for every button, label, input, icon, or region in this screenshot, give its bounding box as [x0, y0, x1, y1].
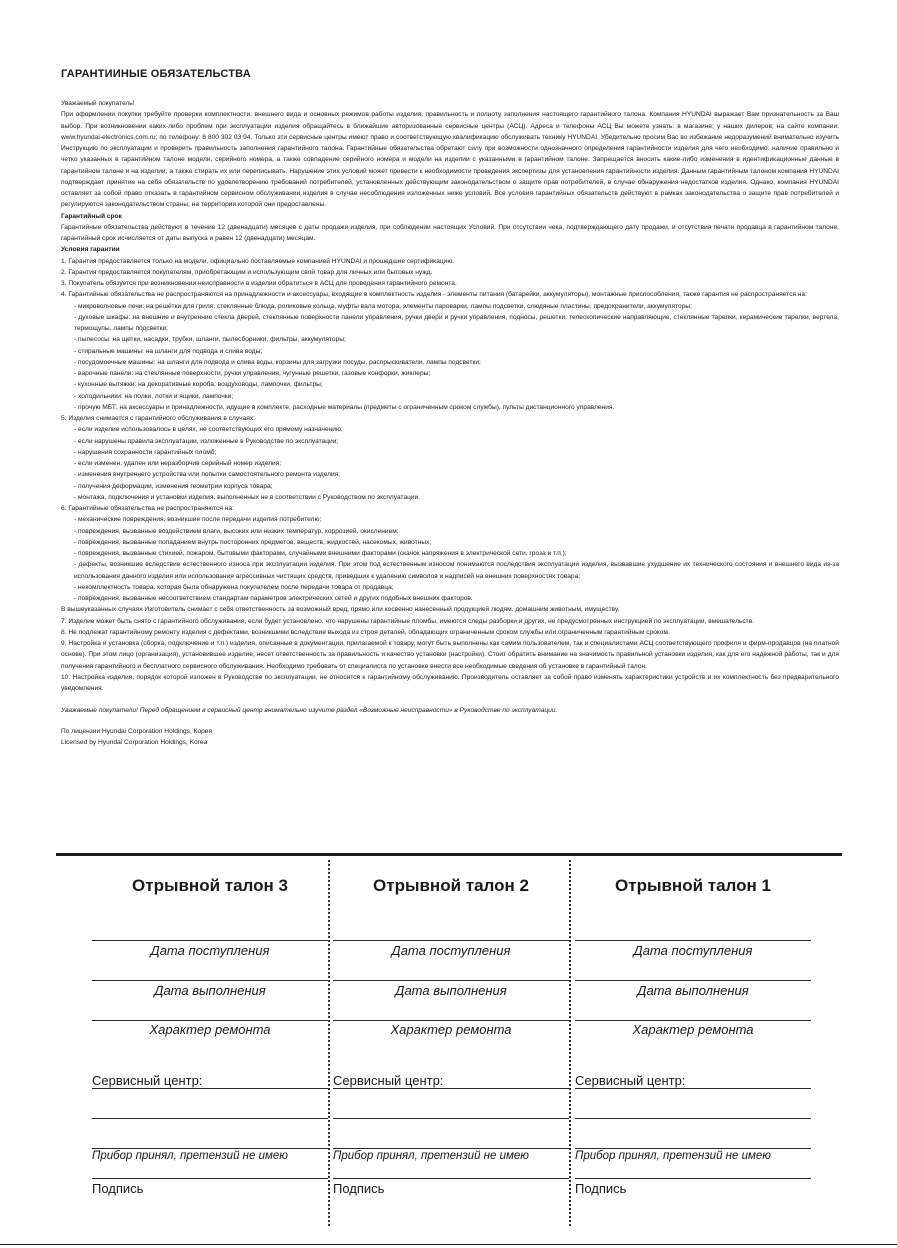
condition-7: 7. Изделие может быть снято с гарантийного обслуживания, если будет установлено, что нарушены гарантийные пломбы, имеются следы разборки и других, не предусмотренных инструкцией по эксплуатации, вмешательств. — [61, 617, 755, 625]
warranty-body — [61, 98, 839, 694]
condition-4-item: - стиральные машины: на шланги для подвода и слива воды; — [74, 347, 263, 355]
coupon-title: Отрывной талон 3 — [132, 876, 288, 895]
condition-2: 2. Гарантия предоставляется покупателям, приобретающим и использующим свой товар для личных или бытовых нужд. — [61, 268, 433, 276]
license-block — [61, 726, 839, 748]
customer-note: Уважаемые покупатели! Перед обращением в сервисный центр внимательно изучите раздел «Возможные неисправности» в Руководстве по эксплуатации. — [61, 707, 558, 715]
completed-date-label: Дата выполнения — [395, 983, 507, 998]
condition-4-item: - варочные панели: на стеклянные поверхности, ручки управления, чугунные решетки, газовые конфорки, жиклеры; — [74, 370, 431, 377]
service-center-label: Сервисный центр: — [575, 1073, 686, 1088]
field-line — [333, 1148, 569, 1149]
field-line — [575, 1178, 811, 1179]
condition-5-item: - нарушения сохранности гарантийных пломб; — [74, 448, 217, 456]
field-line — [333, 940, 569, 941]
condition-4-item: - холодильники: на полки, лотки и ящики, лампочки; — [74, 392, 234, 400]
condition-6-item: - повреждения, вызванные попаданием внутрь посторонних предметов, веществ, жидкостей, насекомых, животных; — [74, 538, 432, 546]
warranty-title: ГАРАНТИИНЫЕ ОБЯЗАТЕЛЬСТВА — [61, 68, 251, 80]
service-center-label: Сервисный центр: — [333, 1073, 444, 1088]
field-line — [92, 1020, 328, 1021]
received-date-label: Дата поступления — [391, 943, 511, 958]
repair-type-label: Характер ремонта — [632, 1022, 754, 1037]
condition-5-item: - получения деформации, изменения геометрии корпуса товара; — [74, 482, 273, 490]
signature-label: Подпись — [575, 1181, 627, 1196]
condition-5-item: - если изделие использовалось в целях, не соответствующих его прямому назначению; — [74, 426, 343, 434]
condition-8: 8. Не подлежат гарантийному ремонту изделия с дефектами, возникшими вследствие выхода из строя деталей, обладающих ограниченным сроком службы или ограниченным гарантийным сроком. — [61, 628, 670, 636]
license-ru: По лицензии Hyundai Corporation Holdings, Корея — [61, 728, 213, 736]
service-center-label: Сервисный центр: — [92, 1073, 203, 1088]
condition-6-item: - повреждения, вызванные несоответствием стандартам параметров электрических сетей и других подобных внешних факторов. — [74, 595, 473, 602]
greeting: Уважаемый покупатель! — [61, 100, 135, 107]
condition-4-item: - духовые шкафы: на внешние и внутренние стекла дверей, стеклянные поверхности панели управления, ручки двери и ручки управления, подносы, решетки, телескопические направляющие, стеклянные тарелки, керамические тарелки, вертела, термощупы, лампы подсветки; — [74, 313, 839, 332]
intro-paragraph: При оформлении покупки требуйте проверки комплектности, внешнего вида и основных режимов работы изделия, правильность и полноту заполнения настоящего гарантийного талона. Компания HYUNDAI выражает Вам признательность за Ваш выбор. При возникновении каких-либо проблем при эксплуатации изделия обращайтесь в ближайшие авторизованные сервисные центры (АСЦ). Адреса и телефоны АСЦ Вы можете узнать: в магазине; у наших дилеров; на сайте компании: www.hyundai-electronics.com.ru; по телефону: 8 800 302 03 94. Только эти сервисные центры имеют право и соответствующую квалификацию обслуживать технику HYUNDAI. Убедительно просим Вас во избежание недоразумений внимательно изучить Инструкцию по эксплуатации и проверить правильность заполнения гарантийного талона. Гарантийные обязательства обретают силу при возможности однозначного определения гарантийности изделия для чего необходимо: наличие правильно и четко указанных в гарантийном талоне модели, серийного номера, а также совпадение серийного номера и модели на изделии с указанными в гарантийном талоне. Запрещается вносить какие-либо изменения в идентификационные данные в гарантийном талоне и на изделии, а также стирать их или переписывать. Нарушение этих условий может привести к необходимости проведения экспертизы для установления гарантийности изделия. Данным гарантийным талоном компания HYUNDAI подтверждает принятие на себя обязательств по удовлетворению требований потребителей, установленных действующим законодательством о защите прав потребителей, в случае обнаружения недостатков изделия. Однако, компания HYUNDAI оставляет за собой право отказать в гарантийном сервисном обслуживании изделия в случае несоблюдения изложенных ниже условий. Все условия гарантийных обязательств действуют в рамках законодательства о защите прав потребителей и регулируются законодательством страны, на территории которой они предоставлены. — [61, 111, 839, 209]
field-line — [333, 1088, 569, 1089]
condition-4-item: - пылесосы: на щетки, насадки, трубки, шланги, пылесборники, фильтры, аккумуляторы; — [74, 336, 346, 344]
condition-6-item: - некомплектность товара, которая была обнаружена покупателем после передачи товара от продавца; — [74, 583, 394, 591]
field-line — [575, 940, 811, 941]
signature-label: Подпись — [333, 1181, 385, 1196]
field-line — [333, 1118, 569, 1119]
coupon-title: Отрывной талон 1 — [615, 876, 771, 895]
field-line — [575, 1088, 811, 1089]
perforation-line — [328, 860, 330, 1226]
field-line — [333, 1020, 569, 1021]
completed-date-label: Дата выполнения — [637, 983, 749, 998]
coupon-title: Отрывной талон 2 — [373, 876, 529, 895]
condition-6-after: В вышеуказанных случаях Изготовитель снимает с себя ответственность за возможный вред, прямо или косвенно нанесенный продукцией людям, домашним животным, имуществу. — [61, 606, 620, 614]
condition-4: 4. Гарантийные обязательства не распространяются на принадлежности и аксессуары, входящие в комплектность изделия - элементы питания (батарейки, аккумуляторы), монтажные приспособления, также гарантия не распространяется на: — [61, 291, 807, 299]
condition-4-item: - посудомоечные машины: на шланги для подвода и слива воды, корзины для загрузки посуды, распрыскиватели, лампы подсветки; — [74, 358, 481, 366]
field-line — [575, 1118, 811, 1119]
condition-4-item: - микроволновые печи: на решётки для гриля, стеклянные блюда, роликовые кольца, муфты вала мотора, элементы пароварки, лампы подсветки, слюдяные пластины, предохранители, аккумуляторы; — [74, 302, 692, 310]
field-line — [575, 980, 811, 981]
field-line — [575, 1148, 811, 1149]
accepted-label: Прибор принял, претензий не имею — [92, 1150, 288, 1162]
perforation-line — [569, 860, 571, 1226]
field-line — [92, 940, 328, 941]
condition-5: 5. Изделия снимается с гарантийного обслуживания в случаях: — [61, 415, 255, 422]
conditions-heading: Условия гарантии — [61, 246, 120, 254]
condition-5-item: - если нарушены правила эксплуатации, изложенные в Руководстве по эксплуатации; — [74, 437, 339, 445]
warranty-section — [61, 68, 839, 748]
accepted-label: Прибор принял, претензий не имею — [333, 1150, 529, 1162]
condition-4-item: - прочую МБТ: на аксессуары и принадлежности, идущие в комплекте, расходные материалы (предметы с ограниченным сроком службы), пульты дистанционного управления. — [74, 403, 615, 411]
coupon-2 — [333, 856, 569, 1216]
condition-6-item: - повреждения, вызванные воздействием влаги, высоких или низких температур, коррозией, окислением; — [74, 527, 399, 535]
field-line — [92, 980, 328, 981]
field-line — [92, 1088, 328, 1089]
field-line — [92, 1148, 328, 1149]
accepted-label: Прибор принял, претензий не имею — [575, 1150, 771, 1162]
condition-5-item: - если изменен, удален или неразборчив серийный номер изделия; — [74, 460, 282, 467]
field-line — [575, 1020, 811, 1021]
condition-5-item: - монтажа, подключения и установки изделия, выполненных не в соответствии с Руководством по эксплуатации. — [74, 493, 421, 501]
field-line — [333, 1178, 569, 1179]
term-paragraph: Гарантийные обязательства действуют в течение 12 (двенадцати) месяцев с даты продажи изделия, при соблюдении настоящих Условий. При отсутствии чека, подтверждающего дату продажи, и отсутствия печати продавца в гарантийном талоне, гарантийный срок исчисляется от даты выпуска и равен 12 (двенадцати) месяцам. — [61, 223, 839, 242]
page-bottom-line — [0, 1244, 897, 1245]
term-heading: Гарантийный срок — [61, 212, 122, 220]
completed-date-label: Дата выполнения — [154, 983, 266, 998]
condition-6-item: - дефекты, возникшие вследствие естественного износа при эксплуатации изделия. При этом под естественным износом понимаются последствия эксплуатации изделия, вызвавшие ухудшение их технического состояния и внешнего вида из-за использования данного изделия или использования агрессивных чистящих средств, приведших к удалению символов и надписей на внешних поверхностях товара; — [74, 561, 839, 580]
repair-type-label: Характер ремонта — [390, 1022, 512, 1037]
condition-4-item: - кухонные вытяжки: на декоративные короба, воздуховоды, лампочки, фильтры; — [74, 381, 323, 389]
signature-label: Подпись — [92, 1181, 144, 1196]
condition-6: 6. Гарантийные обязательства не распространяются на: — [61, 505, 234, 512]
received-date-label: Дата поступления — [150, 943, 270, 958]
condition-5-item: - изменения внутреннего устройства или попытки самостоятельного ремонта изделия; — [74, 471, 341, 479]
coupon-3 — [92, 856, 328, 1216]
condition-3: 3. Покупатель обязуется при возникновении неисправности в изделии обратиться в АСЦ для проведения гарантийного ремонта. — [61, 280, 457, 287]
field-line — [92, 1178, 328, 1179]
condition-6-item: - повреждения, вызванные стихией, пожаром, бытовыми факторами, случайными внешними факторами (скачок напряжения в электрической сети, гроза и т.п.); — [74, 550, 567, 557]
condition-10: 10. Настройка изделия, порядок которой изложен в Руководстве по эксплуатации, не относится к гарантийному обслуживанию. Производитель оставляет за собой право изменять характеристики устройств и их комплектность без предварительного уведомления. — [61, 673, 839, 692]
condition-9: 9. Настройка и установка (сборка, подключение и т.п.) изделия, описанные в документации, прилагаемой к товару, могут быть выполнены как самим пользователем, так и специалистами АСЦ соответствующего профиля и фирм-продавцов (на платной основе). При этом лицо (организация), установившее изделие, несет ответственность за правильность и качество установки (настройки). Стоит обратить внимание на значимость правильной установки изделия, как для его надежной работы, так и для получения гарантийного и бесплатного сервисного обслуживания. Необходимо требовать от специалиста по установке внести все необходимые сведения об установке в гарантийный талон. — [61, 640, 839, 670]
received-date-label: Дата поступления — [633, 943, 753, 958]
coupon-1 — [575, 856, 811, 1216]
field-line — [333, 980, 569, 981]
field-line — [92, 1118, 328, 1119]
repair-type-label: Характер ремонта — [149, 1022, 271, 1037]
condition-1: 1. Гарантия предоставляется только на модели, официально поставляемые компанией HYUNDAI и прошедшие сертификацию. — [61, 257, 455, 265]
license-en: Licensed by Hyundai Corporation Holdings, Korea — [61, 739, 208, 747]
condition-6-item: - механические повреждения, возникшие после передачи изделия потребителю; — [74, 516, 322, 524]
